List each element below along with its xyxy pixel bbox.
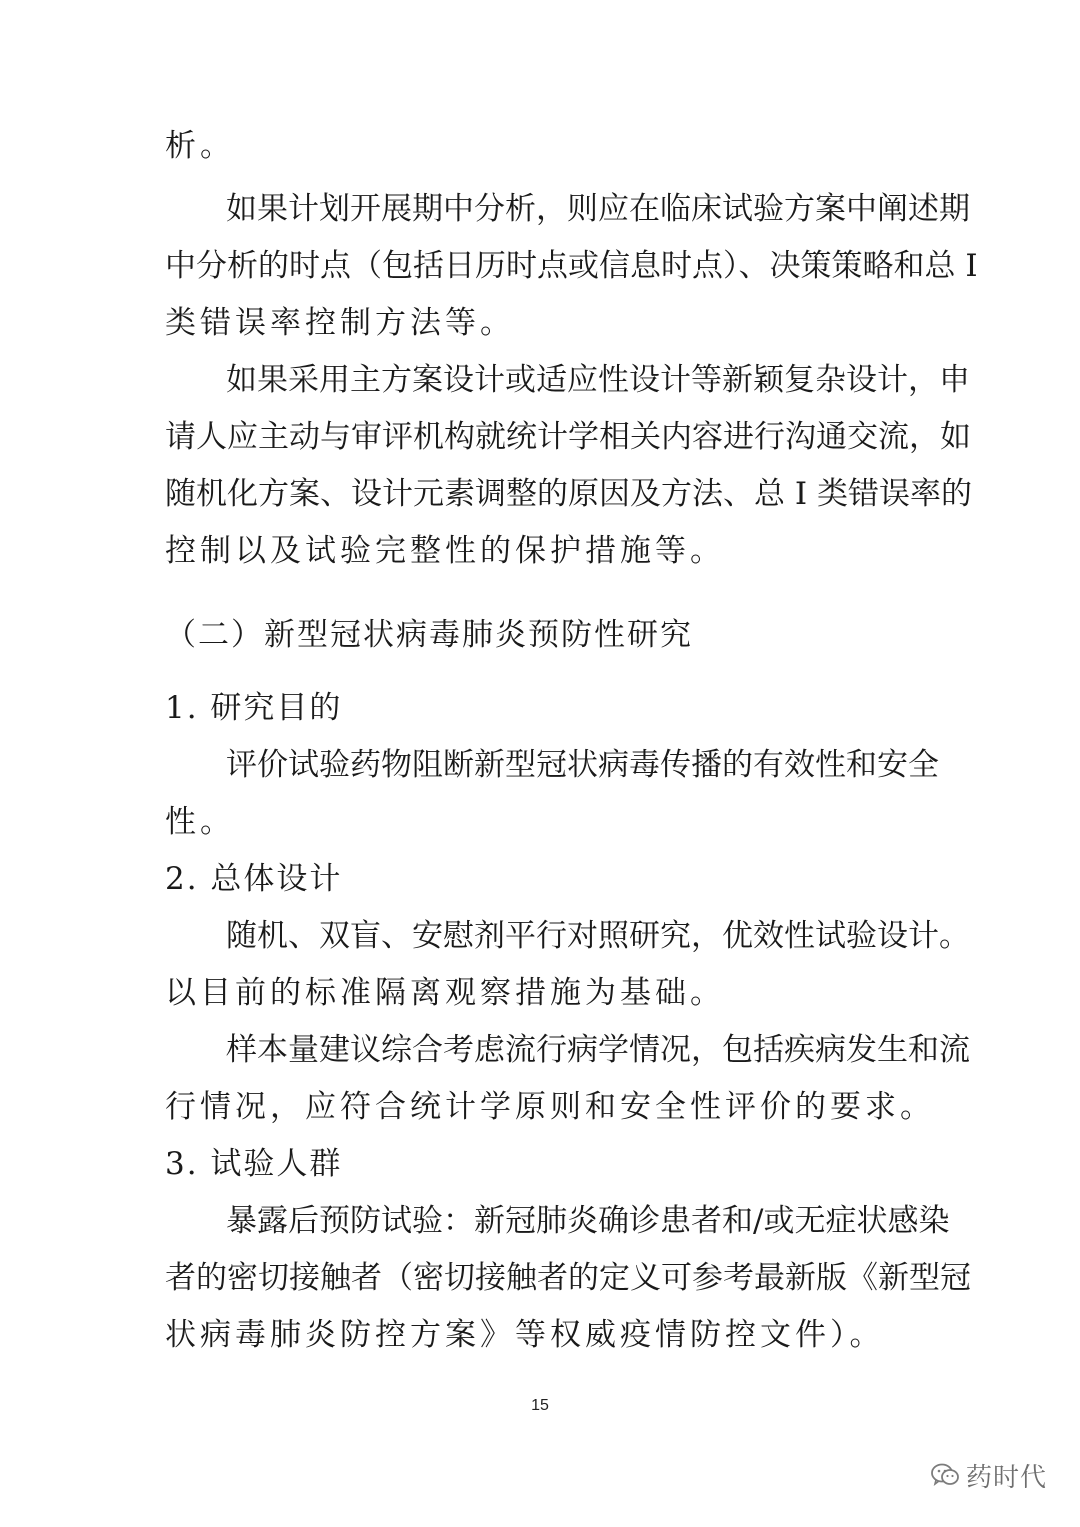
paragraph-line: 中分析的时点（包括日历时点或信息时点）、决策策略和总 I — [165, 248, 978, 284]
paragraph-line: 随机、双盲、安慰剂平行对照研究，优效性试验设计。 — [226, 918, 970, 954]
paragraph-line: 评价试验药物阻断新型冠状病毒传播的有效性和安全 — [226, 747, 939, 783]
watermark-label: 药时代 — [966, 1462, 1048, 1493]
paragraph-line: 样本量建议综合考虑流行病学情况，包括疾病发生和流 — [226, 1032, 970, 1068]
subsection-heading: 1. 研究目的 — [165, 690, 343, 726]
text-line: 析。 — [165, 128, 235, 164]
subsection-heading: 2. 总体设计 — [165, 861, 343, 897]
paragraph-line: 性。 — [165, 804, 235, 840]
paragraph-line: 随机化方案、设计元素调整的原因及方法、总 I 类错误率的 — [165, 476, 972, 512]
section-heading: （二）新型冠状病毒肺炎预防性研究 — [165, 617, 693, 653]
paragraph-line: 状病毒肺炎防控方案》等权威疫情防控文件）。 — [165, 1317, 885, 1353]
paragraph-line: 行情况，应符合统计学原则和安全性评价的要求。 — [165, 1089, 935, 1125]
paragraph-line: 暴露后预防试验：新冠肺炎确诊患者和/或无症状感染 — [226, 1203, 950, 1239]
paragraph-line: 以目前的标准隔离观察措施为基础。 — [165, 975, 725, 1011]
paragraph-line: 类错误率控制方法等。 — [165, 305, 515, 341]
paragraph-line: 请人应主动与审评机构就统计学相关内容进行沟通交流，如 — [165, 419, 971, 455]
paragraph-line: 者的密切接触者（密切接触者的定义可参考最新版《新型冠 — [165, 1260, 971, 1296]
wechat-icon — [930, 1462, 960, 1488]
page-number: 15 — [531, 1397, 549, 1414]
paragraph-line: 如果计划开展期中分析，则应在临床试验方案中阐述期 — [226, 191, 970, 227]
paragraph-line: 如果采用主方案设计或适应性设计等新颖复杂设计，申 — [226, 362, 970, 398]
subsection-heading: 3. 试验人群 — [165, 1146, 343, 1182]
watermark — [930, 1455, 1047, 1495]
paragraph-line: 控制以及试验完整性的保护措施等。 — [165, 533, 725, 569]
